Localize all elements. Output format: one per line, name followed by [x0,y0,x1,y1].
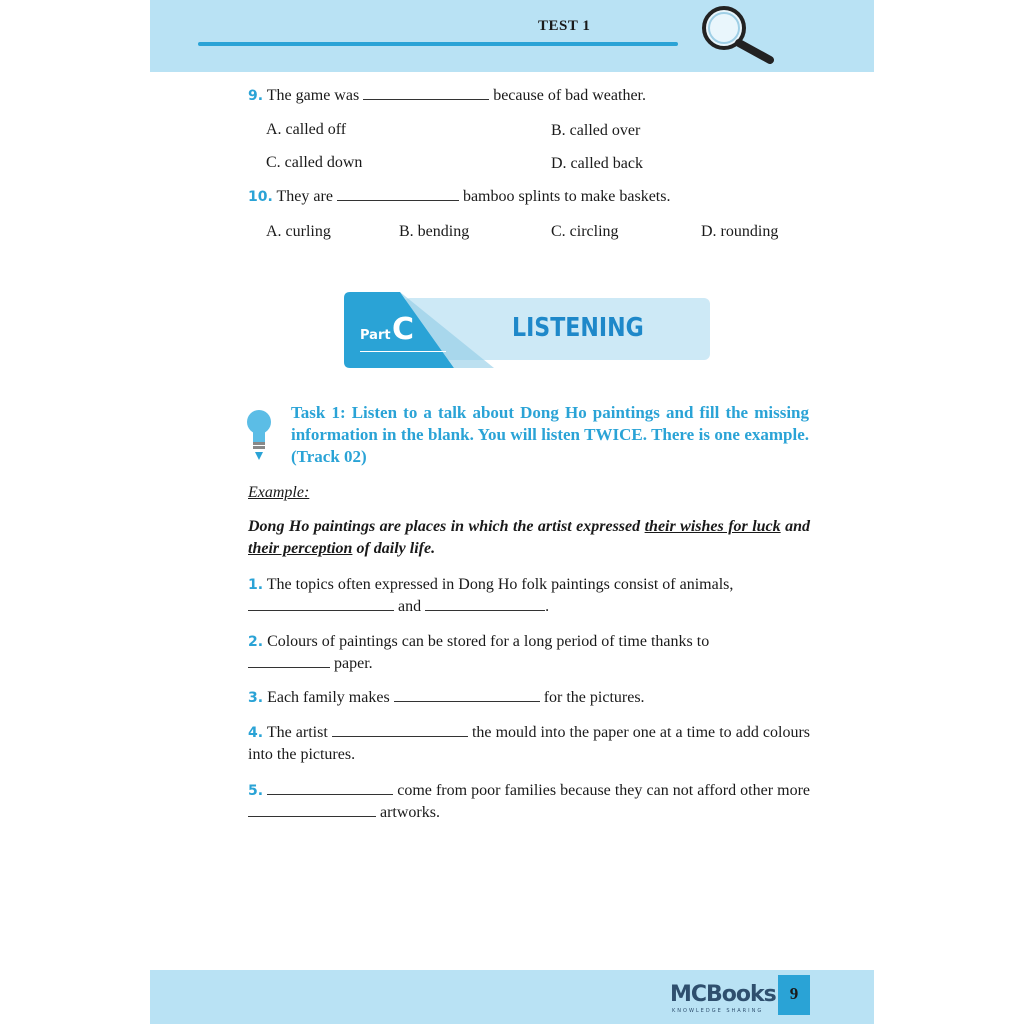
item-number: 5. [248,783,264,799]
question-9 [248,87,646,105]
option-c[interactable]: C. called down [266,154,363,171]
task-instructions: Task 1: Listen to a talk about Dong Ho paintings and fill the missing information in the blank. You will listen TWICE. There is one example. (Track 02) [291,403,809,466]
answer-blank[interactable] [363,87,489,100]
item-text: The artist [266,724,328,741]
listening-item-5 [248,780,810,824]
answer-blank[interactable] [267,782,393,795]
item-text: artworks. [380,804,440,821]
example-answer: their wishes for luck [644,518,781,535]
question-10 [248,188,670,206]
example-text: and [780,518,811,535]
item-text: . [545,598,550,615]
question-text-after: bamboo splints to make baskets. [462,188,671,205]
item-text: Colours of paintings can be stored for a long period of time thanks to [267,633,710,650]
example-text: Dong Ho paintings are places in which the artist expressed [248,518,645,535]
lightbulb-icon [244,408,274,464]
item-text: paper. [334,655,373,672]
page-header-title: TEST 1 [538,18,591,34]
magnifier-icon [698,4,778,66]
listening-item-4 [248,722,810,766]
example-text: of daily life. [352,540,436,557]
answer-blank[interactable] [337,188,459,201]
part-letter: C [392,312,415,347]
publisher-tagline: KNOWLEDGE SHARING [672,1008,764,1014]
answer-blank[interactable] [248,598,394,611]
answer-blank[interactable] [425,598,545,611]
question-text-after: because of bad weather. [493,87,646,104]
option-a[interactable]: A. curling [266,223,331,240]
option-a[interactable]: A. called off [266,121,347,138]
listening-item-3 [248,687,810,709]
answer-blank[interactable] [248,804,376,817]
option-b[interactable]: B. bending [399,223,470,240]
answer-blank[interactable] [248,655,330,668]
listening-item-2 [248,631,810,675]
item-text: come from poor families because they can not afford other more [397,782,810,799]
section-title: LISTENING [512,313,644,343]
option-d[interactable]: D. called back [551,155,643,172]
part-underline [360,351,446,352]
item-number: 4. [248,725,264,741]
question-text-before: They are [276,188,333,205]
publisher-logo: MCBooks [670,982,776,1007]
option-c[interactable]: C. circling [551,223,619,240]
answer-blank[interactable] [394,689,540,702]
item-number: 3. [248,690,264,706]
header-rule [198,42,678,46]
question-number: 9. [248,88,264,104]
example-sentence [248,516,810,560]
question-number: 10. [248,189,273,205]
listening-item-1 [248,574,810,618]
option-d[interactable]: D. rounding [701,223,779,240]
example-answer: their perception [248,540,353,557]
item-text: and [398,598,422,615]
item-text: for the pictures. [543,689,645,706]
item-number: 1. [248,577,264,593]
option-b[interactable]: B. called over [551,122,641,139]
item-text: Each family makes [267,689,390,706]
part-label: Part [360,328,391,343]
item-number: 2. [248,634,264,650]
answer-blank[interactable] [332,724,468,737]
item-text: the mould into the paper one at a time to add colours into the pictures. [248,724,811,763]
question-text-before: The game was [266,87,360,104]
item-text: The topics often expressed in Dong Ho folk paintings consist of animals, [266,576,734,593]
example-label: Example: [248,484,310,501]
page-number: 9 [789,984,799,1003]
